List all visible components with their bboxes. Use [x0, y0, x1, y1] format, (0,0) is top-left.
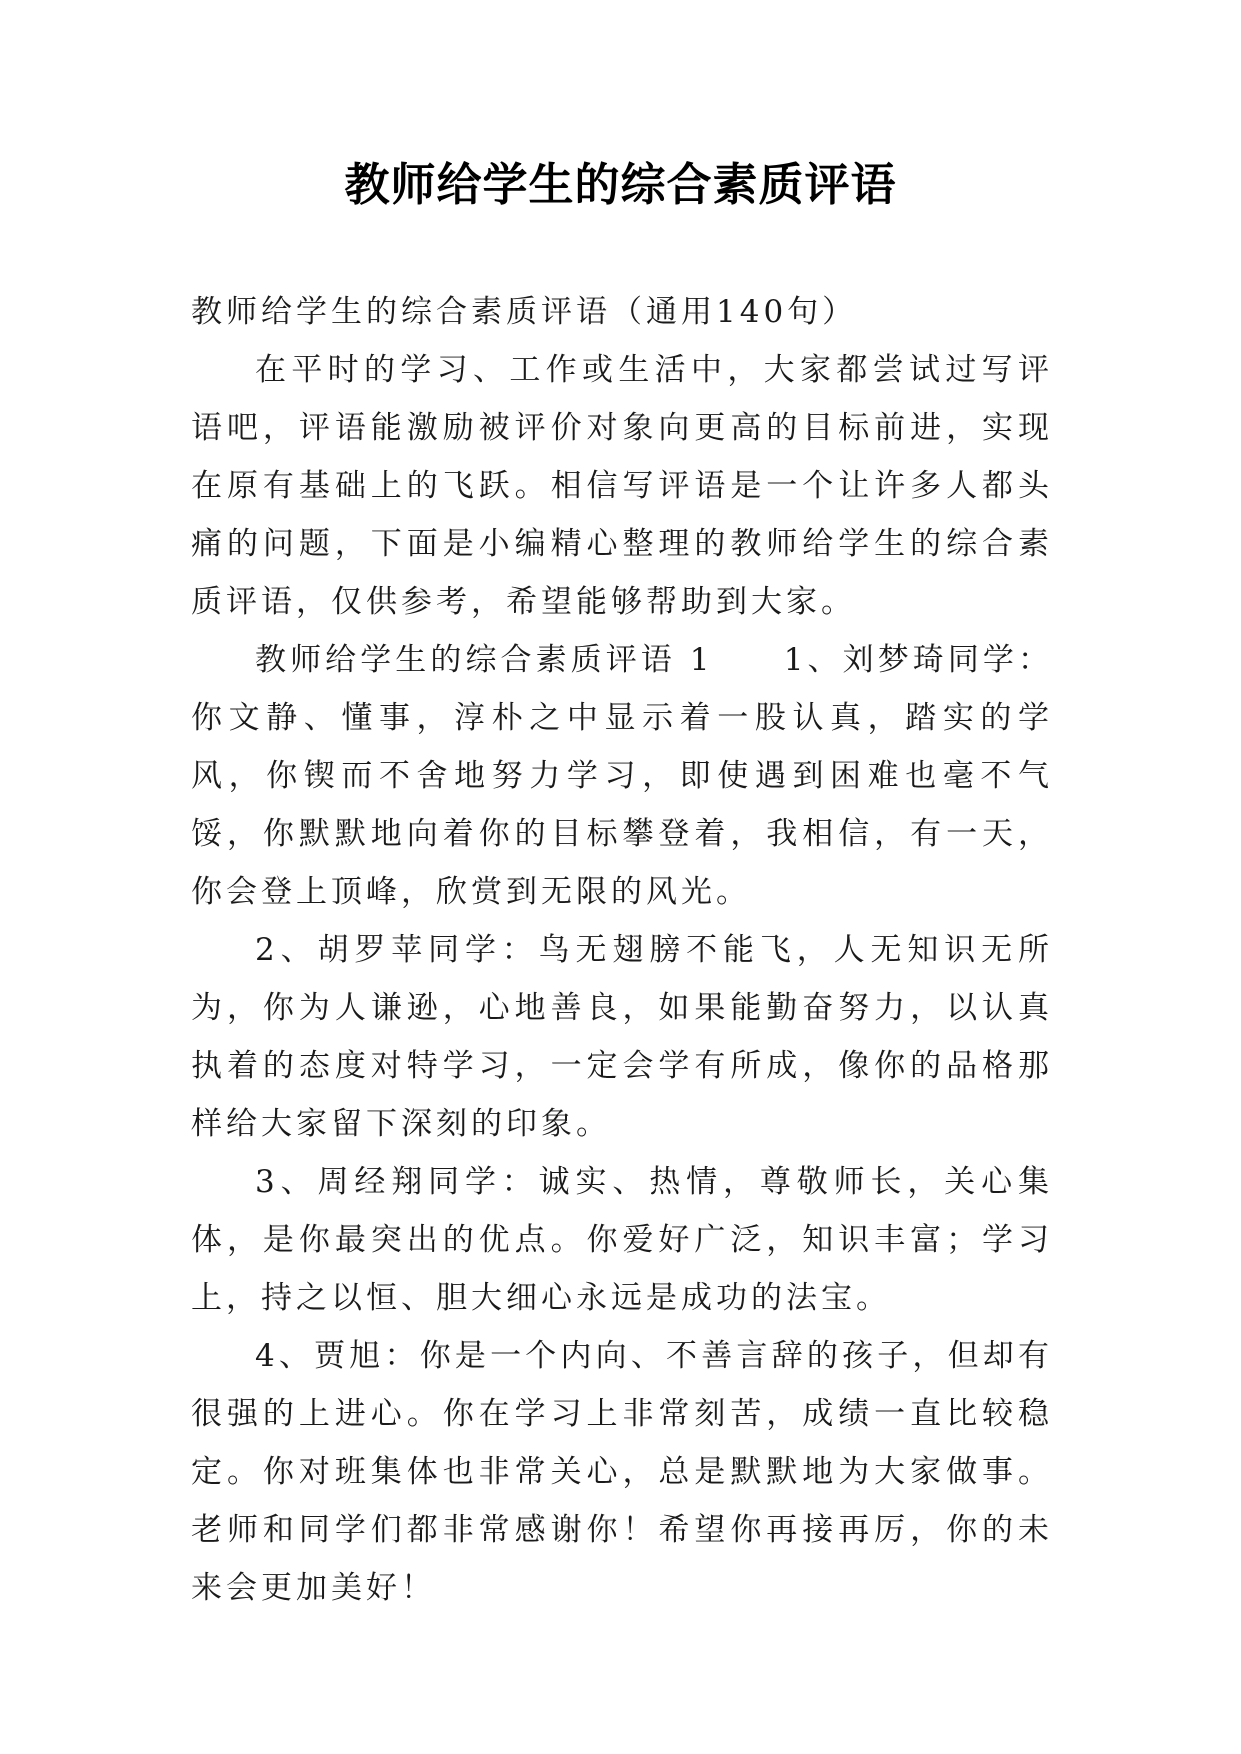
comment-paragraph-4: 4、贾旭：你是一个内向、不善言辞的孩子，但却有很强的上进心。你在学习上非常刻苦，成绩一直比较稳定。你对班集体也非常关心，总是默默地为大家做事。老师和同学们都非常感谢你！希望你再接再厉，你的未来会更加美好！ — [191, 1338, 1053, 1606]
document-subtitle: 教师给学生的综合素质评语（通用140句） — [191, 294, 858, 330]
comment-paragraph-1: 教师给学生的综合素质评语 1 1、刘梦琦同学：你文静、懂事，淳朴之中显示着一股认真，踏实的学风，你锲而不舍地努力学习，即使遇到困难也毫不气馁，你默默地向着你的目标攀登着，我相信，有一天，你会登上顶峰，欣赏到无限的风光。 — [191, 642, 1053, 910]
document-title: 教师给学生的综合素质评语 — [344, 158, 897, 211]
comment-paragraph-2: 2、胡罗苹同学：鸟无翅膀不能飞，人无知识无所为，你为人谦逊，心地善良，如果能勤奋努力，以认真执着的态度对特学习，一定会学有所成，像你的品格那样给大家留下深刻的印象。 — [191, 932, 1053, 1142]
comment-paragraph-3: 3、周经翔同学：诚实、热情，尊敬师长，关心集体，是你最突出的优点。你爱好广泛，知识丰富；学习上，持之以恒、胆大细心永远是成功的法宝。 — [191, 1164, 1053, 1316]
intro-paragraph: 在平时的学习、工作或生活中，大家都尝试过写评语吧，评语能激励被评价对象向更高的目标前进，实现在原有基础上的飞跃。相信写评语是一个让许多人都头痛的问题，下面是小编精心整理的教师给学生的综合素质评语，仅供参考，希望能够帮助到大家。 — [191, 352, 1053, 620]
document-body — [191, 283, 1053, 1617]
